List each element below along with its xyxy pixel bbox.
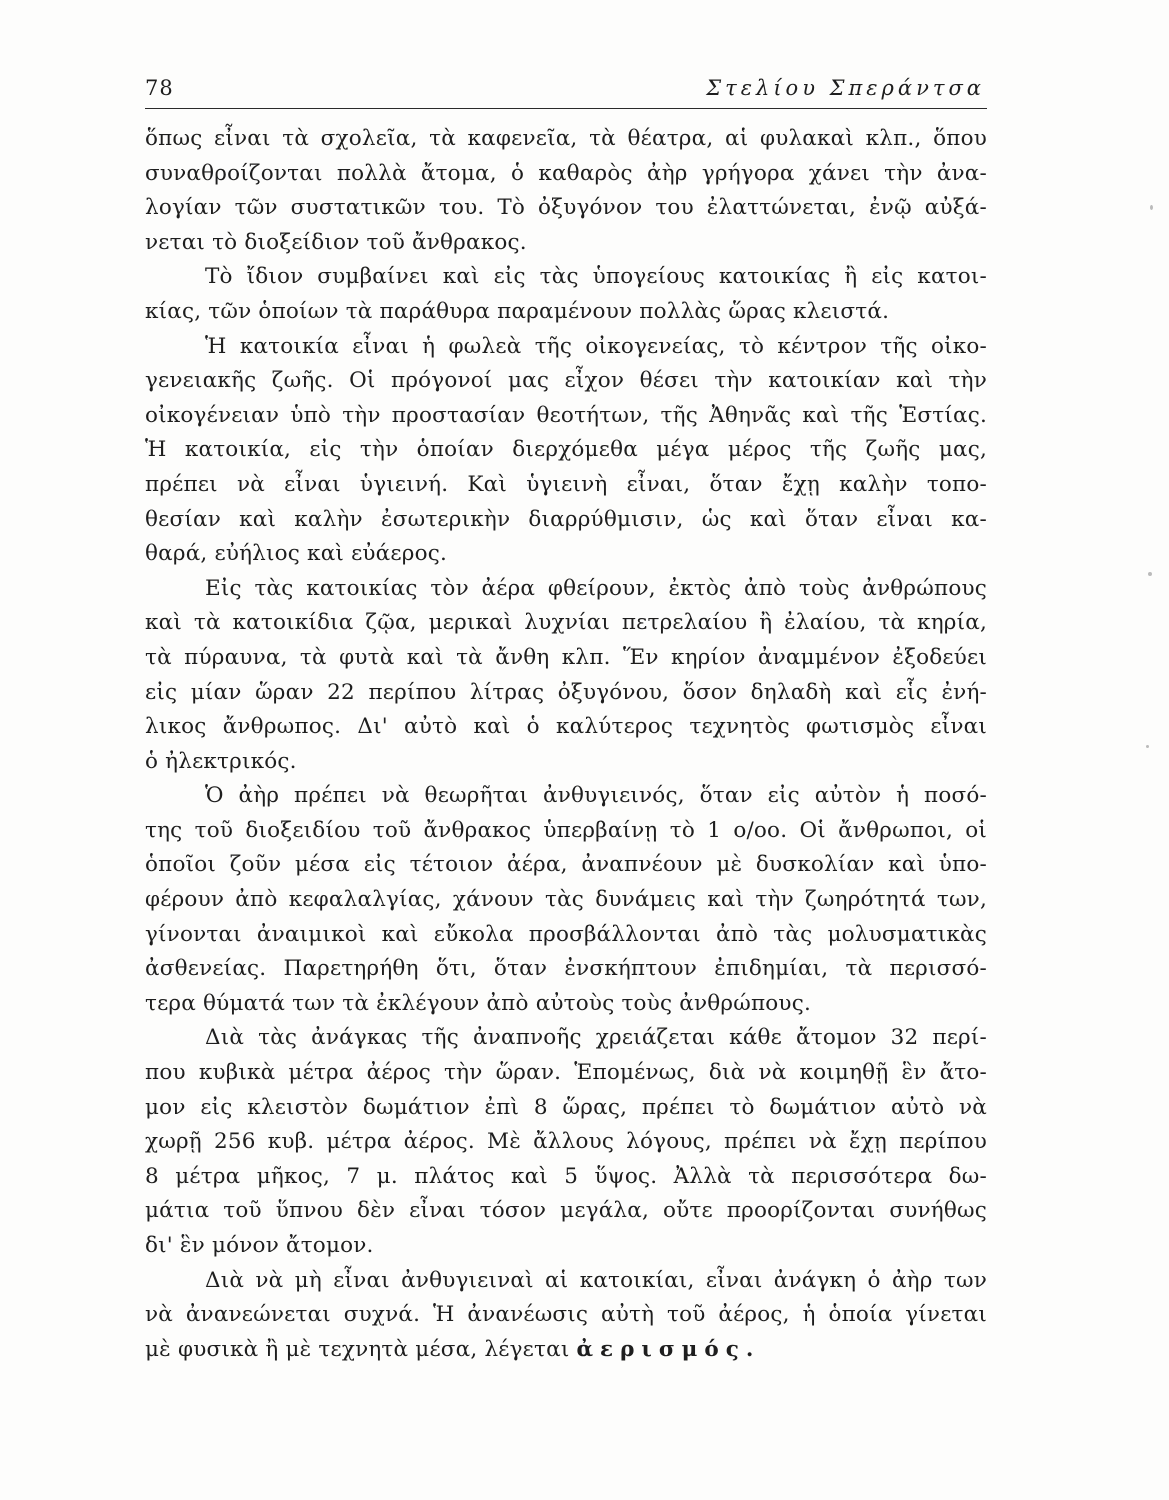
text-line: θεσίαν καὶ καλὴν ἐσωτερικὴν διαρρύθμισιν, ὡς καὶ ὅταν εἶναι κα-	[145, 506, 987, 532]
text-line: ὅπως εἶναι τὰ σχολεῖα, τὰ καφενεῖα, τὰ θέατρα, αἱ φυλακαὶ κλπ., ὅπου	[145, 126, 987, 151]
text-line: φέρουν ἀπὸ κεφαλαλγίας, χάνουν τὰς δυνάμεις καὶ τὴν ζωηρότητά των,	[145, 887, 987, 913]
text-line: δι' ἓν μόνον ἄτομον.	[145, 1233, 374, 1258]
text-line: ἀσθενείας. Παρετηρήθη ὅτι, ὅταν ἐνσκήπτουν ἐπιδημίαι, τὰ περισσό-	[145, 956, 987, 982]
text-line: νεται τὸ διοξείδιον τοῦ ἄνθρακος.	[145, 229, 527, 255]
final-line-text: μὲ φυσικὰ ἢ μὲ τεχνητὰ μέσα, λέγεται	[145, 1336, 570, 1362]
text-line: χωρῇ 256 κυβ. μέτρα ἀέρος. Μὲ ἄλλους λόγους, πρέπει νὰ ἔχῃ περίπου	[145, 1129, 987, 1155]
body-text	[145, 122, 987, 1367]
text-line: οἰκογένειαν ὑπὸ τὴν προστασίαν θεοτήτων, τῆς Ἀθηνᾶς καὶ τῆς Ἑστίας.	[145, 402, 987, 428]
text-line: μον εἰς κλειστὸν δωμάτιον ἐπὶ 8 ὥρας, πρέπει τὸ δωμάτιον αὐτὸ νὰ	[145, 1094, 987, 1120]
text-line: κίας, τῶν ὁποίων τὰ παράθυρα παραμένουν πολλὰς ὥρας κλειστά.	[145, 298, 890, 324]
page-number: 78	[145, 76, 174, 100]
text-line: γίνονται ἀναιμικοὶ καὶ εὔκολα προσβάλλονται ἀπὸ τὰς μολυσματικὰς	[145, 921, 987, 947]
text-line: λογίαν τῶν συστατικῶν του. Τὸ ὀξυγόνον του ἐλαττώνεται, ἐνῷ αὐξά-	[145, 195, 987, 221]
paper-speck	[1150, 205, 1153, 210]
text-line: που κυβικὰ μέτρα ἀέρος τὴν ὥραν. Ἑπομένως, διὰ νὰ κοιμηθῇ ἓν ἄτο-	[145, 1060, 987, 1086]
text-line: Εἰς τὰς κατοικίας τὸν ἀέρα φθείρουν, ἐκτὸς ἀπὸ τοὺς ἀνθρώπους	[205, 575, 987, 601]
emphasized-term: ἀερισμός.	[576, 1336, 761, 1362]
text-line: 8 μέτρα μῆκος, 7 μ. πλάτος καὶ 5 ὕψος. Ἀλλὰ τὰ περισσότερα δω-	[145, 1163, 987, 1189]
text-line: τὰ πύραυνα, τὰ φυτὰ καὶ τὰ ἄνθη κλπ. Ἕν κηρίον ἀναμμένον ἐξοδεύει	[145, 644, 987, 670]
text-line: της τοῦ διοξειδίου τοῦ ἄνθρακος ὑπερβαίνῃ τὸ 1 ο/οο. Οἱ ἄνθρωποι, οἱ	[145, 817, 987, 843]
text-line: Ἡ κατοικία εἶναι ἡ φωλεὰ τῆς οἰκογενείας, τὸ κέντρον τῆς οἰκο-	[205, 333, 987, 359]
paper-speck	[1148, 572, 1152, 576]
text-line: ὁποῖοι ζοῦν μέσα εἰς τέτοιον ἀέρα, ἀναπνέουν μὲ δυσκολίαν καὶ ὑπο-	[145, 852, 987, 878]
page-header	[145, 72, 987, 109]
text-line: πρέπει νὰ εἶναι ὑγιεινή. Καὶ ὑγιεινὴ εἶναι, ὅταν ἔχῃ καλὴν τοπο-	[145, 471, 987, 497]
text-line: θαρά, εὐήλιος καὶ εὐάερος.	[145, 541, 448, 567]
text-line: Τὸ ἴδιον συμβαίνει καὶ εἰς τὰς ὑπογείους κατοικίας ἢ εἰς κατοι-	[205, 264, 987, 290]
text-line: τερα θύματά των τὰ ἐκλέγουν ἀπὸ αὐτοὺς τοὺς ἀνθρώπους.	[145, 990, 811, 1016]
text-line: καὶ τὰ κατοικίδια ζῷα, μερικαὶ λυχνίαι πετρελαίου ἢ ἐλαίου, τὰ κηρία,	[145, 610, 987, 636]
text-line: Διὰ νὰ μὴ εἶναι ἀνθυγιειναὶ αἱ κατοικίαι, εἶναι ἀνάγκη ὁ ἀὴρ των	[205, 1267, 987, 1293]
text-line: Ἡ κατοικία, εἰς τὴν ὁποίαν διερχόμεθα μέγα μέρος τῆς ζωῆς μας,	[145, 437, 987, 463]
text-line: συναθροίζονται πολλὰ ἄτομα, ὁ καθαρὸς ἀὴρ γρήγορα χάνει τὴν ἀνα-	[145, 160, 987, 186]
paper-speck	[1146, 745, 1149, 748]
text-line: μάτια τοῦ ὕπνου δὲν εἶναι τόσον μεγάλα, οὔτε προορίζονται συνήθως	[145, 1198, 987, 1224]
text-line: εἰς μίαν ὥραν 22 περίπου λίτρας ὀξυγόνου, ὅσον δηλαδὴ καὶ εἷς ἐνή-	[145, 679, 987, 705]
text-line: λικος ἄνθρωπος. Δι' αὐτὸ καὶ ὁ καλύτερος τεχνητὸς φωτισμὸς εἶναι	[145, 714, 987, 740]
text-line-final	[145, 1333, 987, 1368]
text-line: Διὰ τὰς ἀνάγκας τῆς ἀναπνοῆς χρειάζεται κάθε ἄτομον 32 περί-	[205, 1025, 987, 1051]
text-line: νὰ ἀνανεώνεται συχνά. Ἡ ἀνανέωσις αὐτὴ τοῦ ἀέρος, ἡ ὁποία γίνεται	[145, 1302, 987, 1328]
text-line: ὁ ἠλεκτρικός.	[145, 748, 297, 774]
running-head: Στελίου Σπεράντσα	[706, 76, 985, 100]
text-line: γενειακῆς ζωῆς. Οἱ πρόγονοί μας εἶχον θέσει τὴν κατοικίαν καὶ τὴν	[145, 368, 987, 394]
text-line: Ὁ ἀὴρ πρέπει νὰ θεωρῆται ἀνθυγιεινός, ὅταν εἰς αὐτὸν ἡ ποσό-	[205, 783, 987, 809]
